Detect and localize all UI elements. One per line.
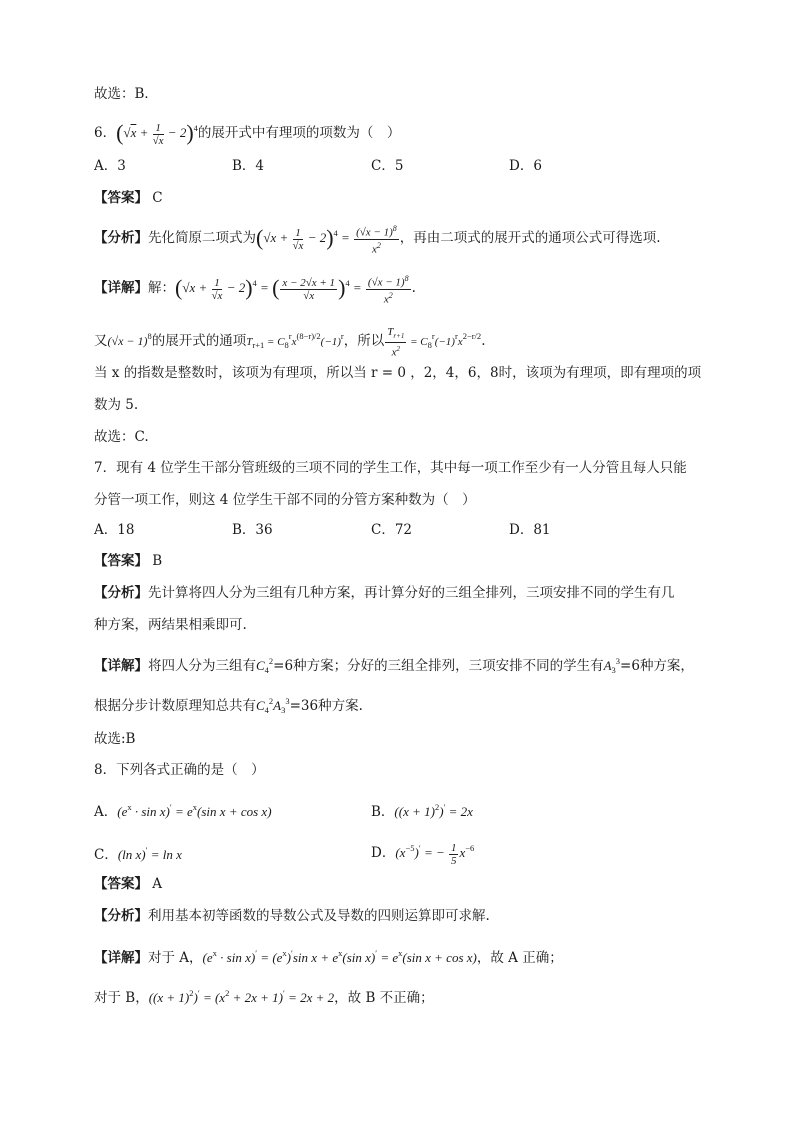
q5-conclusion: 故选：B． [94,86,158,102]
q6-option-c[interactable]: C．5 [371,158,404,174]
q7-answer-value: B [152,553,163,569]
q6-choose: 故选：C. [94,429,149,445]
detail-tag: 【 详解 】 [94,280,148,296]
analysis-tag: 【 分析 】 [94,230,148,246]
q6-option-a[interactable]: A．3 [94,158,126,174]
detail-tag: 【 详解 】 [94,950,148,966]
q6-detail-formula: (√x + $\frac{1}{√x}$ − 2)$^4$ = ( $\frac{x - 2√x + 1}{√x}$ )$^4$ = $\frac{(√x - 1)^8}{x^2}$ [175,274,409,306]
q6-answer-value: C [152,190,163,206]
q8-option-d[interactable]: D．$(x^{-5})'$ = − $\frac{1}{5}$ $x^{-6}$ [371,841,475,867]
q6-stem [94,118,400,147]
q7-option-c[interactable]: C．72 [371,522,413,538]
q7-detail-2: 根据分步计数原理知总共有$C_4^2A_3^3=36$种方案. [94,696,363,715]
q7-option-d[interactable]: D．81 [509,522,551,538]
q7-detail-1: 【 详解 】 将四人分为三组有$C_4^2=6$种方案；分好的三组全排列，三项安排不同的学生有$A_3^3=6$种方案， [94,651,694,680]
q6-expression: (√x + $\frac{1}{√x}$ − 2)$^4$ [116,120,198,147]
q8-detail-a: 【 详解 】 对于 A，$(e^x \cdot \sin x)' = (e^x)'\sin$ $x + e^x(\sin$ $x)' = e^x(\sin$ x + cos x)，故 A 正确； [94,943,563,968]
answer-tag: 【 答案 】 [94,190,148,206]
q7-stem-2: 分管一项工作，则这 4 位学生干部不同的分管方案种数为（ ） [94,492,476,508]
answer-tag: 【 答案 】 [94,876,148,892]
q7-option-a[interactable]: A．18 [94,522,135,538]
analysis-tag: 【 分析 】 [94,585,148,601]
q7-stem-1: 7．现有 4 位学生干部分管班级的三项不同的学生工作，其中每一项工作至少有一人分管且每人只能 [94,460,687,476]
q7-analysis-2: 种方案，两结果相乘即可. [94,617,247,633]
q8-option-b[interactable]: B．$((x + 1)^2)' = 2x$ [371,802,473,820]
q6-analysis-formula: (√x + $\frac{1}{√x}$ − 2)$^4$ = $\frac{(√x - 1)^8}{x^2}$ [256,224,397,256]
analysis-tag: 【 分析 】 [94,908,148,924]
q7-choose: 故选:B [94,731,136,747]
q6-stem-text: 的展开式中有理项的项数为（ ） [197,125,401,141]
q8-answer-value: A [152,876,163,892]
q7-option-b[interactable]: B．36 [232,522,273,538]
q6-conclusion-2: 数为 5. [94,397,139,413]
q6-option-b[interactable]: B．4 [232,158,265,174]
q6-option-d[interactable]: D．6 [509,158,542,174]
q6-conclusion-1: 当 x 的指数是整数时，该项为有理项，所以当 r = 0 ，2，4，6，8时，该项为有理项，即有理项的项 [94,365,702,381]
q6-detail: 【 详解 】 解：(√x + $\frac{1}{√x}$ − 2)$^4$ = ( $\frac{x - 2√x + 1}{√x}$ )$^4$ = $\frac{(√x - 1)^8}{x^2}$ . [94,273,416,305]
q6-answer [94,188,163,208]
q6-number: 6． [94,125,117,141]
q8-answer [94,874,162,894]
q8-detail-b: 对于 B，$((x + 1)^2)' = (x^2 + 2x + 1)' = 2x + 2$，故 B 不正确； [94,988,434,1006]
q8-stem: 8．下列各式正确的是（ ） [94,762,265,778]
q6-general-term: 又$(√x - 1)^8$的展开式的通项$T_{r+1} = C_8^rx^{(8-r)/2}(-1)^r$，所以 $\frac{T_{r+1}}{x^2}$ = $C_8^r(-1)^rx^{2-r/2}$. [94,326,486,359]
q7-analysis-1: 【 分析 】 先计算将四人分为三组有几种方案，再计算分好的三组全排列，三项安排不同的学生有几 [94,583,675,603]
q8-option-c[interactable]: C．(ln x)′ = ln x [94,845,182,863]
q7-answer [94,551,162,571]
q6-analysis: 【 分析 】 先化简原二项式为(√x + $\frac{1}{√x}$ − 2)$^4$ = $\frac{(√x - 1)^8}{x^2}$ ，再由二项式的展开式的通项公式可得选项. [94,223,661,255]
detail-tag: 【 详解 】 [94,658,148,674]
q8-analysis: 【 分析 】 利用基本初等函数的导数公式及导数的四则运算即可求解. [94,906,490,926]
q8-option-a[interactable]: A．$(e^x \cdot \sin x)' = e^x(\sin$ x + cos x) [94,802,272,820]
answer-tag: 【 答案 】 [94,553,148,569]
